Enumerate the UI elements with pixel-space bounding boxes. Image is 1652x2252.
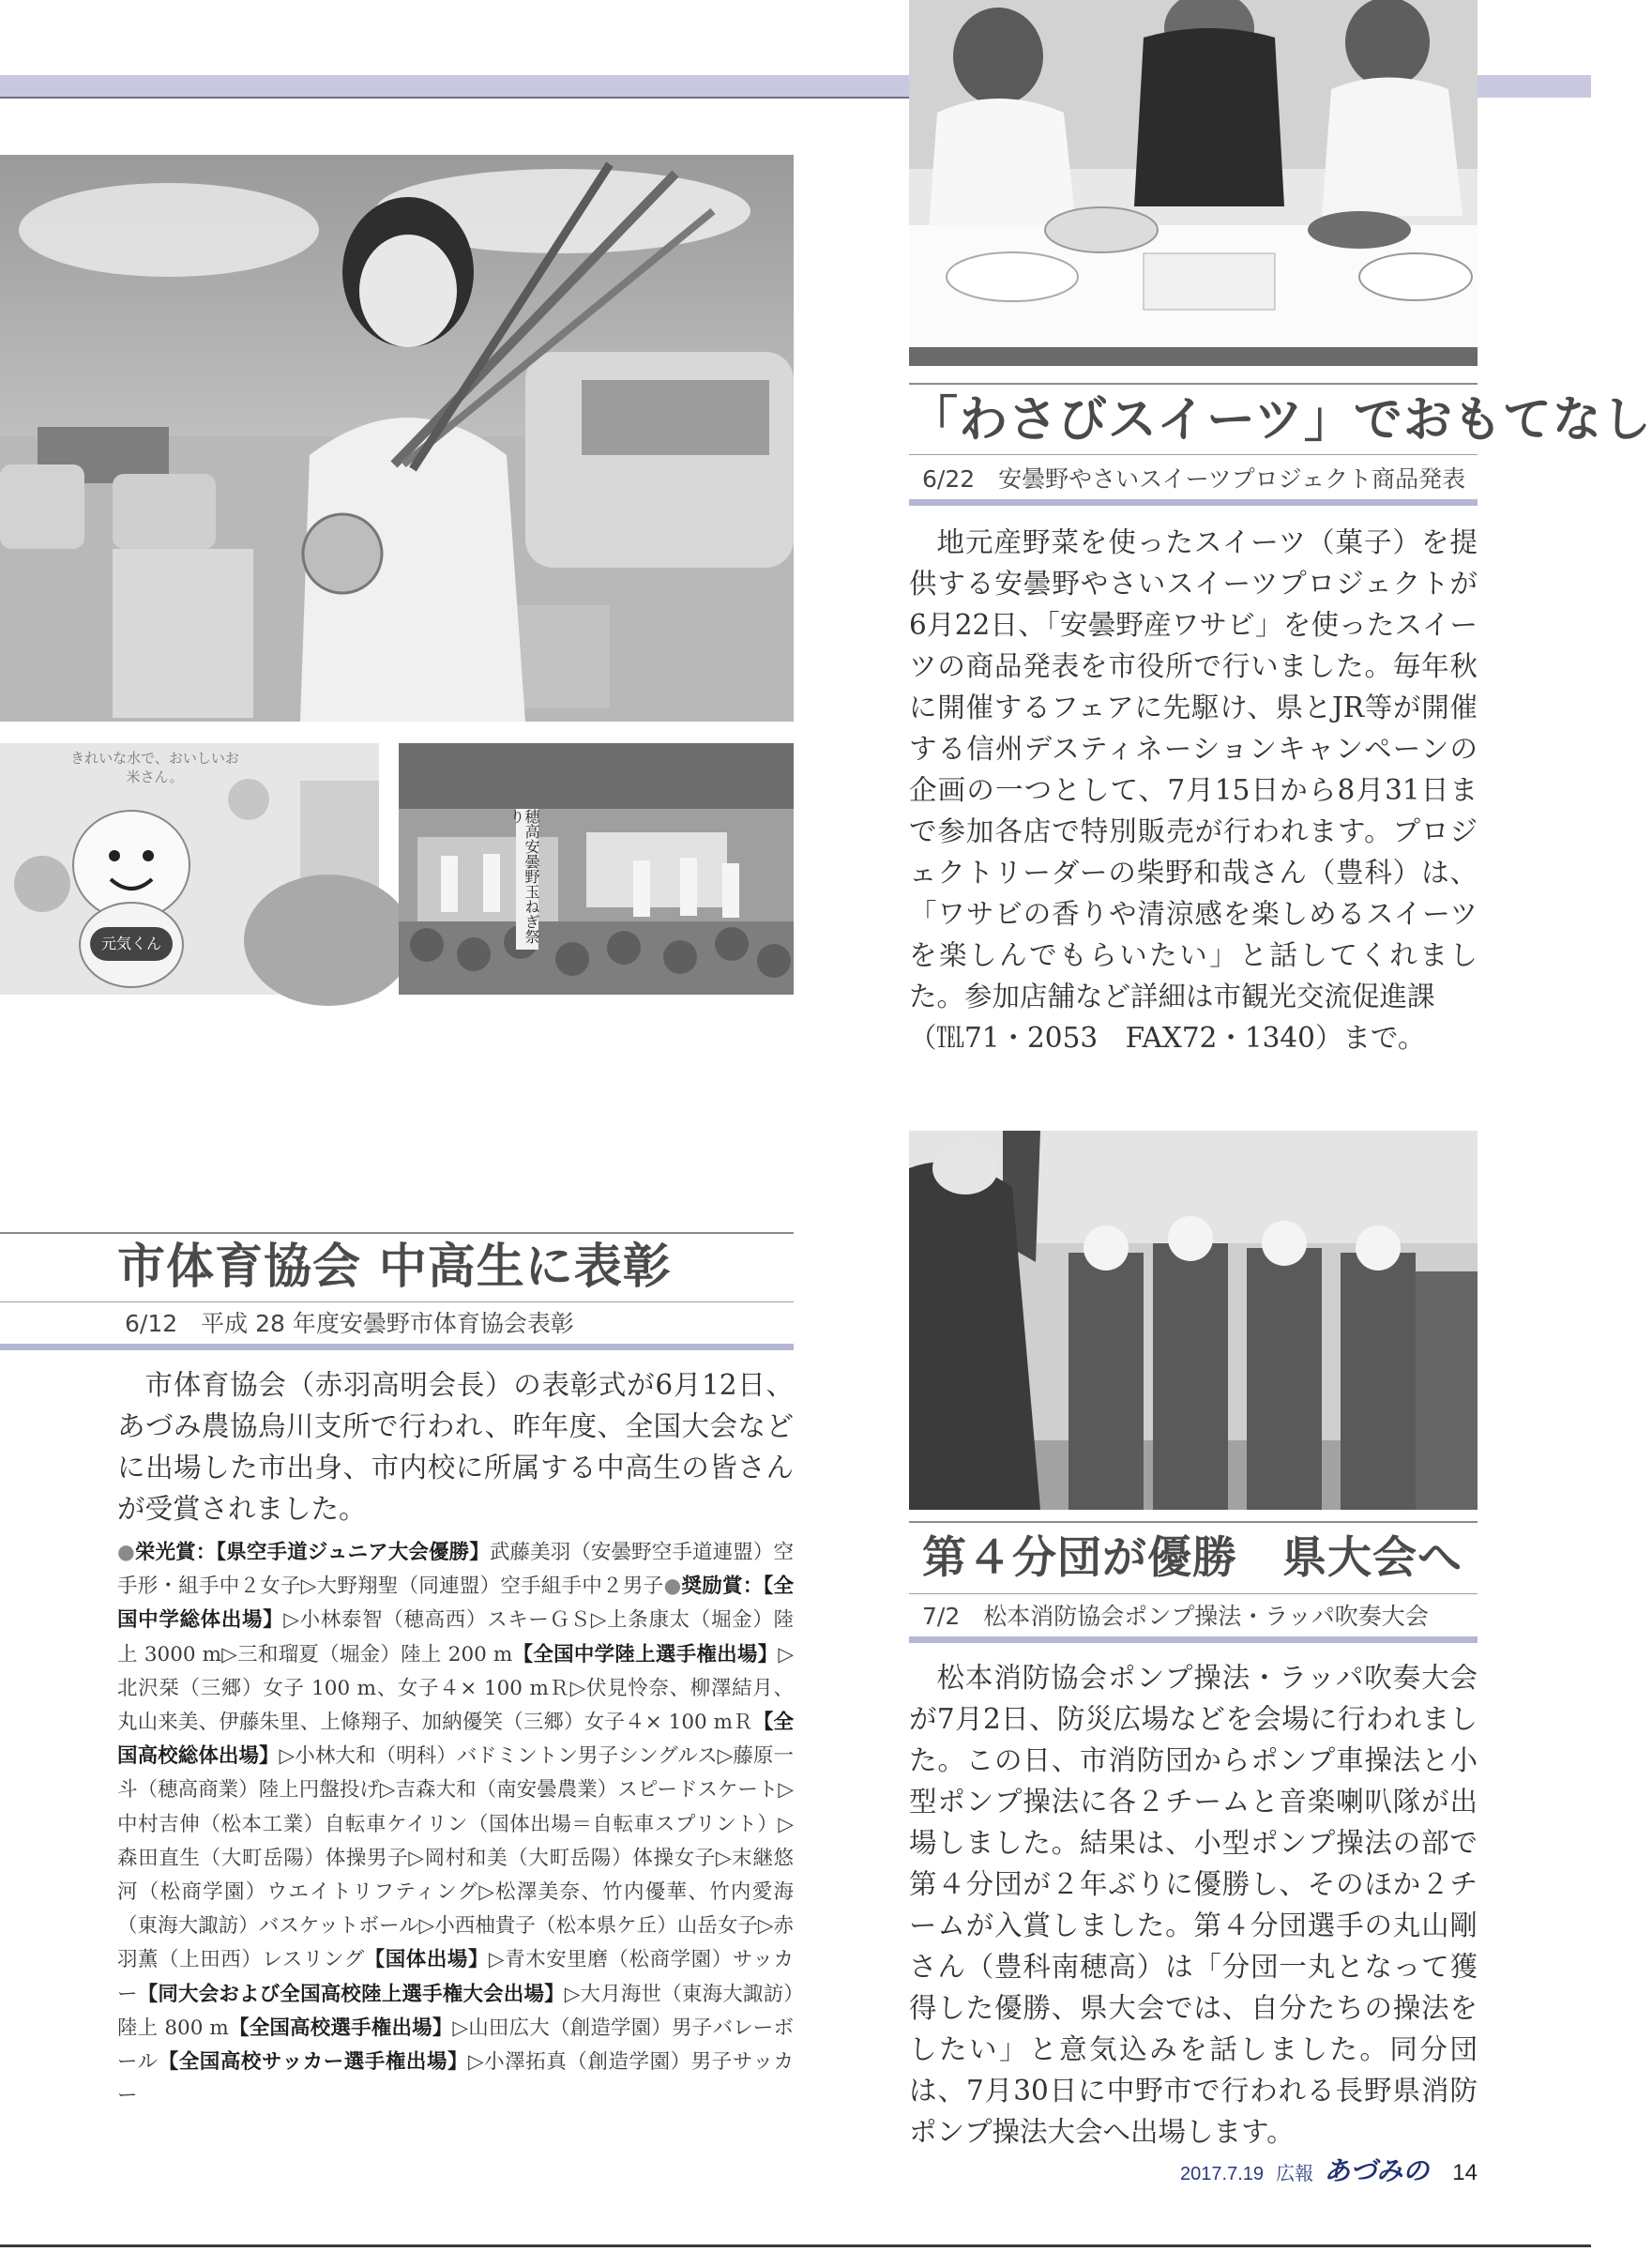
award-recipients: ▷小林泰智（穂高西）スキーＧＳ▷上条康太（堀金）陸上 3000 m▷三和瑠夏（堀金）陸上 200 m [117, 1608, 794, 1666]
shobo-headline: 第４分団が優勝 県大会へ [922, 1532, 1463, 1584]
photo-festival-stage [399, 743, 794, 995]
footer-page-number: 14 [1452, 2160, 1478, 2185]
shobo-body-text: 松本消防協会ポンプ操法・ラッパ吹奏大会が7月2日、防災広場などを会場に行われました。この日、市消防団からポンプ車操法と小型ポンプ操法に各２チームと音楽喇叭隊が出場しました。結果は、小型ポンプ操法の部で第４分団が２年ぶりに優勝し、そのほか２チームが入賞しました。第４分団選手の丸山剛さん（豊科南穂高）は「分団一丸となって獲得した優勝、県大会では、自分たちの操法をしたい」と意気込みを話しました。同分団は、7月30日に中野市で行われる長野県消防ポンプ操法大会へ出場します。 [909, 1662, 1478, 2148]
photo-firefighters [909, 1131, 1478, 1510]
festival-banner: 穂高安曇野玉ねぎ祭り [516, 809, 538, 950]
award-category: 【全国高校サッカー選手権出場】 [158, 2050, 469, 2075]
award-category: 【全国高校選手権出場】 [228, 2016, 453, 2040]
shobo-body [909, 1657, 1478, 2153]
award-category: 【全国中学陸上選手権出場】 [512, 1642, 779, 1666]
footer-label: 広報 [1276, 2162, 1314, 2184]
mascot-badge: 元気くん [90, 927, 173, 961]
award-recipients: 武藤美羽（安曇野空手道連盟）空手形・組手中２女子▷大野翔聖（同連盟）空手組手中２男子 [117, 1541, 794, 1599]
footer-date: 2017.7.19 [1180, 2164, 1264, 2184]
bottom-rule [0, 2244, 1591, 2247]
award-recipients: ▷小林大和（明科）バドミントン男子シングルス▷藤原一斗（穂高商業）陸上円盤投げ▷吉森大和（南安曇農業）スピードスケート▷中村吉伸（松本工業）自転車ケイリン（国体出場＝自転車スプリント）▷森田直生（大町岳陽）体操男子▷岡村和美（大町岳陽）体操女子▷末継悠河（松商学園）ウエイトリフティング▷松澤美奈、竹内優華、竹内愛海（東海大諏訪）バスケットボール▷小西柚貴子（松本県ケ丘）山岳女子▷赤羽薫（上田西）レスリング [117, 1744, 794, 1972]
awards-list [117, 1536, 794, 2113]
taiiku-mid-rule [0, 1301, 794, 1302]
taiiku-body-text: 市体育協会（赤羽高明会長）の表彰式が6月12日、あづみ農協烏川支所で行われ、昨年度、全国大会などに出場した市出身、市内校に所属する中高生の皆さんが受賞されました。 [117, 1369, 794, 1525]
wasabi-body-text: 地元産野菜を使ったスイーツ（菓子）を提供する安曇野やさいスイーツプロジェクトが6月22日、「安曇野産ワサビ」を使ったスイーツの商品発表を市役所で行いました。毎年秋に開催するフェアに先駆け、県とJR等が開催する信州デスティネーションキャンペーンの企画の一つとして、7月15日から8月31日まで参加各店で特別販売が行われます。プロジェクトリーダーの柴野和哉さん（豊科）は、「ワサビの香りや清涼感を楽しめるスイーツを楽しんでもらいたい」と話してくれました。参加店舗など詳細は市観光交流促進課 [909, 526, 1478, 1012]
award-recipients: ▷北沢栞（三郷）女子 100 m、女子４× 100 mＲ▷伏見怜奈、柳澤結月、丸山来美、伊藤朱里、上條翔子、加納優笑（三郷）女子４× 100 mＲ [117, 1642, 794, 1735]
footer [1134, 2151, 1478, 2188]
award-category: 奨励賞：【全国中学総体出場】 [117, 1575, 794, 1633]
wasabi-top-rule [909, 383, 1478, 385]
photo-mascot [0, 743, 379, 995]
shobo-top-rule [909, 1521, 1478, 1523]
award-category: 【同大会および全国高校陸上選手権大会出場】 [137, 1982, 565, 2006]
award-bullet: ● [117, 1541, 135, 1564]
award-recipients: ▷山田広大（創造学園）男子バレーボール [117, 2016, 794, 2075]
shobo-subline: 7/2 松本消防協会ポンプ操法・ラッパ吹奏大会 [922, 1603, 1429, 1630]
taiiku-top-rule [0, 1232, 794, 1234]
photo-sweets-presentation [909, 0, 1478, 366]
shobo-accent-rule [909, 1636, 1478, 1643]
taiiku-subline: 6/12 平成 28 年度安曇野市体育協会表彰 [125, 1310, 574, 1337]
taiiku-accent-rule [0, 1344, 794, 1350]
wasabi-subline: 6/22 安曇野やさいスイーツプロジェクト商品発表 [922, 465, 1466, 493]
mascot-sign-text: きれいな水で、おいしいお米さん。 [70, 750, 239, 785]
award-category: 【全国高校総体出場】 [117, 1711, 794, 1769]
photo-girl-onion [0, 155, 794, 722]
taiiku-headline: 市体育協会 中高生に表彰 [117, 1239, 672, 1295]
award-recipients: ▷小澤拓真（創造学園）男子サッカー [117, 2050, 794, 2108]
wasabi-accent-rule [909, 499, 1478, 506]
award-recipients: ▷青木安里磨（松商学園）サッカー [117, 1948, 794, 2006]
award-bullet: ● [663, 1575, 682, 1599]
wasabi-headline: 「わさびスイーツ」でおもてなし [909, 391, 1652, 449]
wasabi-contact: （℡71・2053 FAX72・1340）まで。 [909, 1022, 1426, 1054]
award-category: 栄光賞：【県空手道ジュニア大会優勝】 [134, 1541, 490, 1564]
award-recipients: ▷大月海世（東海大諏訪）陸上 800 m [117, 1982, 794, 2040]
award-category: 【国体出場】 [364, 1948, 490, 1972]
footer-brand: あづみの [1324, 2155, 1430, 2186]
wasabi-mid-rule [909, 454, 1478, 455]
taiiku-body [117, 1364, 794, 1529]
wasabi-body [909, 522, 1478, 1058]
taiiku-awards [117, 1536, 794, 2113]
top-band-rule [0, 97, 910, 99]
shobo-mid-rule [909, 1593, 1478, 1594]
